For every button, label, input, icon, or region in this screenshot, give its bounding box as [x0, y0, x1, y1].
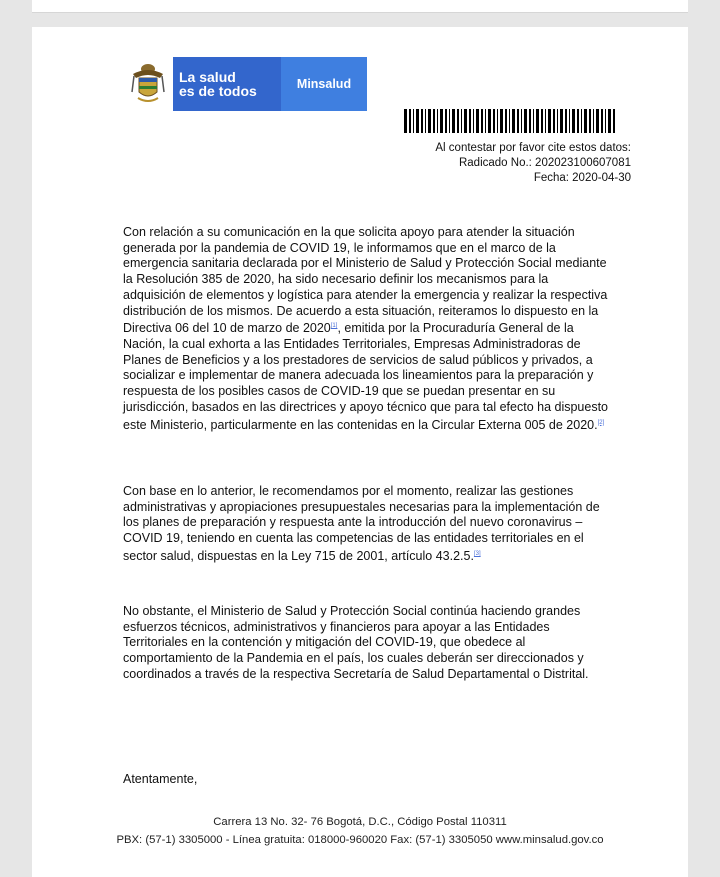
footnote-link-1[interactable]: [1]	[330, 323, 338, 330]
coat-of-arms-icon	[123, 57, 173, 111]
closing-salutation: Atentamente,	[123, 772, 198, 786]
footnote-link-3[interactable]: [3]	[473, 550, 481, 557]
minsalud-logo	[123, 57, 367, 111]
paragraph-2	[123, 484, 623, 565]
filing-info	[435, 141, 631, 186]
paragraph-3	[123, 604, 623, 683]
footer-address: Carrera 13 No. 32- 76 Bogotá, D.C., Código Postal 110311	[213, 816, 507, 828]
footer-contact: PBX: (57-1) 3305000 - Línea gratuita: 018000-960020 Fax: (57-1) 3305050 www.minsalud.gov.co	[116, 834, 604, 846]
footnote-link-2[interactable]: [2]	[597, 419, 605, 426]
paragraph-1	[123, 225, 623, 433]
paragraph-2-text: Con base en lo anterior, le recomendamos por el momento, realizar las gestiones administrativas y apropiaciones presupuestales necesarias para la implementación de los planes de preparación y respuesta ante la introducción del nuevo coronavirus – COVID 19, teniendo en cuenta las competencias de las entidades territoriales en el sector salud, dispuestas en la Ley 715 de 2001, artículo 43.2.5.	[123, 484, 600, 563]
paragraph-1-part-b: , emitida por la Procuraduría General de la Nación, la cual exhorta a las Entidades Territoriales, Empresas Administradoras de Planes de Beneficios y a los prestadores de servicios de salud públicos y privados, a socializar e implementar de manera adecuada los lineamientos para la preparación y respuesta de los posibles casos de COVID-19 que se puedan presentar en su jurisdicción, basados en las directrices y apoyo técnico que para tal efecto ha dispuesto este Ministerio, particularmente en las contenidas en la Circular Externa 005 de 2020.	[123, 321, 609, 432]
paragraph-1-part-a: Con relación a su comunicación en la que solicita apoyo para atender la situación generada por la pandemia de COVID 19, le informamos que en el marco de la emergencia sanitaria declarada por el Ministerio de Salud y Protección Social mediante la Resolución 385 de 2020, ha sido necesario definir los mecanismos para la adquisición de elementos y logística para atender la emergencia y realizar la respectiva distribución de los mismos. De acuerdo a esta situación, reiteramos lo dispuesto en la Directiva 06 del 10 de marzo de 2020	[123, 225, 608, 336]
document-page	[32, 27, 688, 877]
barcode-icon	[404, 109, 616, 133]
logo-slogan: La salud es de todos	[179, 69, 257, 99]
previous-page-edge	[32, 0, 688, 13]
document-date: Fecha: 2020-04-30	[533, 172, 631, 184]
paragraph-3-text: No obstante, el Ministerio de Salud y Protección Social continúa haciendo grandes esfuerzos técnicos, administrativos y financieros para apoyar a las Entidades Territoriales en la contención y mitigación del COVID-19, que obedece al comportamiento de la Pandemia en el país, los cuales deberán ser direccionados y coordinados a través de la respectiva Secretaría de Salud Departamental o Distrital.	[123, 604, 589, 681]
radicado-number: Radicado No.: 202023100607081	[458, 157, 631, 169]
reply-instruction: Al contestar por favor cite estos datos:	[435, 142, 631, 154]
logo-brand: Minsalud	[281, 57, 367, 111]
logo-slogan-box	[173, 57, 281, 111]
